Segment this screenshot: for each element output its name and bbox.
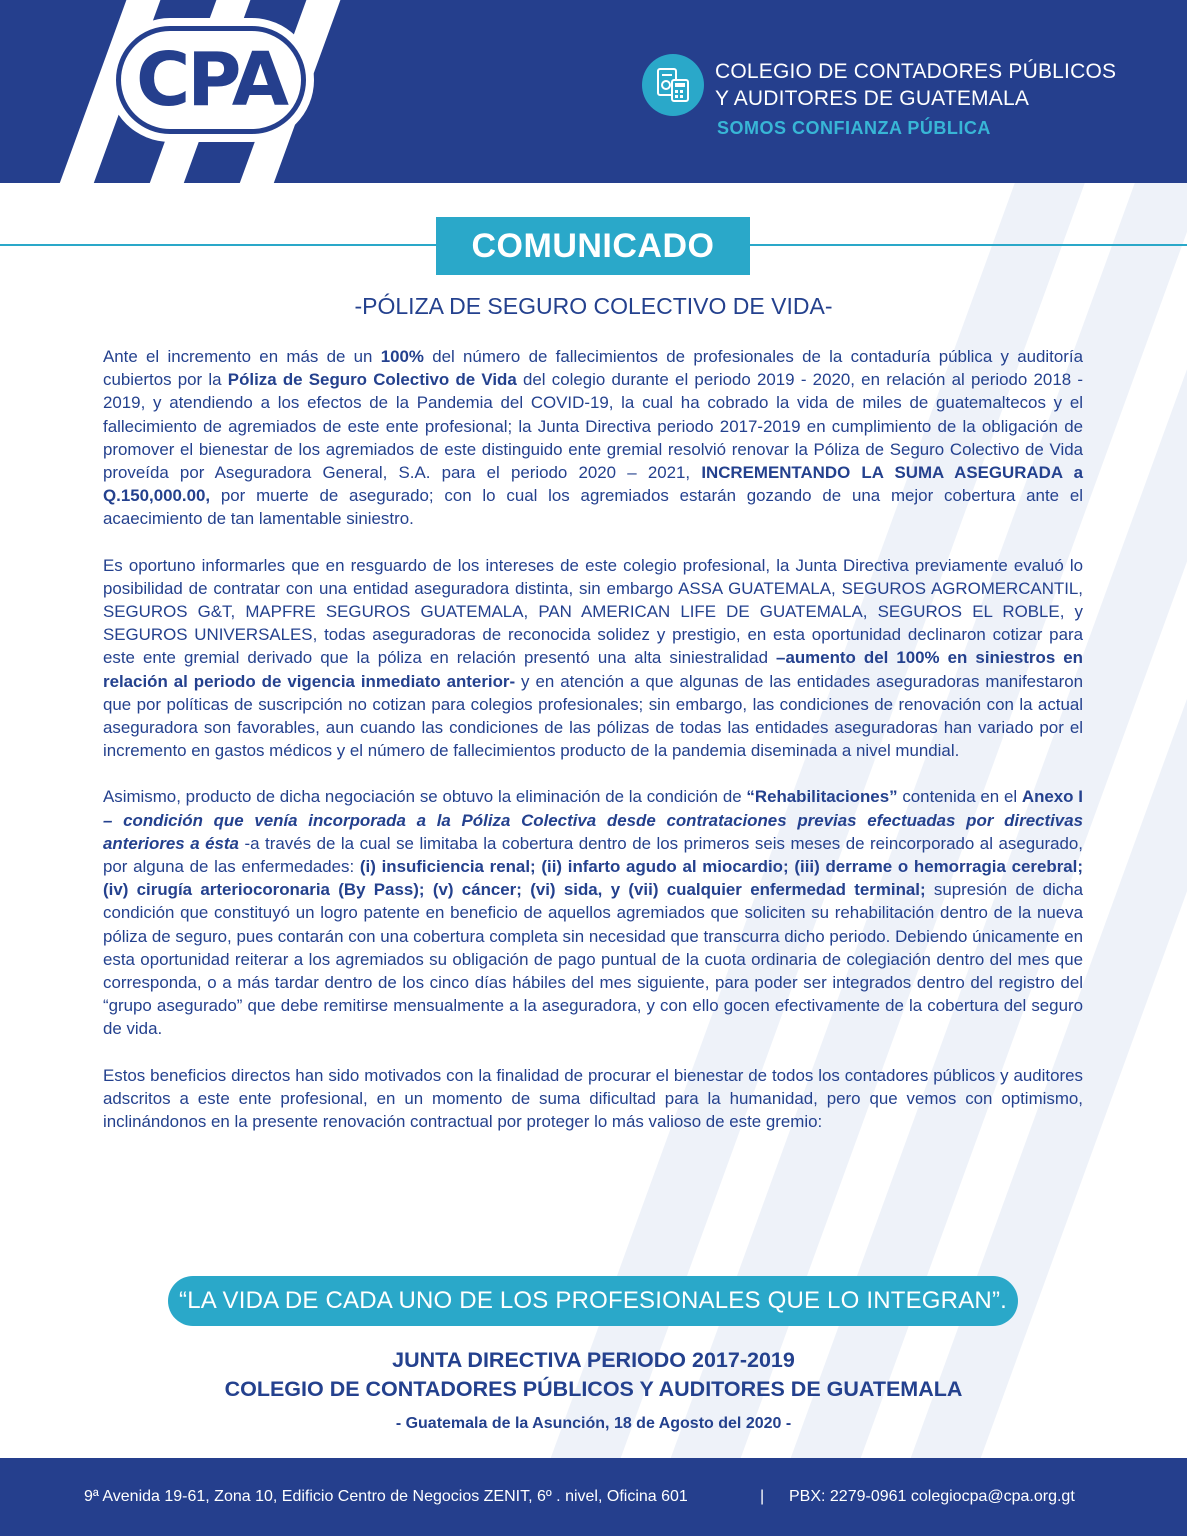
footer-bar (0, 1458, 1187, 1536)
logo-text: CPA (116, 26, 306, 134)
paragraph-3: Asimismo, producto de dicha negociación se obtuvo la eliminación de la condición de “Rehabilitaciones” contenida en el Anexo I – condición que venía incorporada a la Póliza Colectiva desde contrataciones previas efectuadas por directivas anteriores a ésta -a través de la cual se limitaba la cobertura dentro de los primeros seis meses de reincorporado al asegurado, por alguna de las enfermedades: (i) insuficiencia renal; (ii) infarto agudo al miocardio; (iii) derrame o hemorragia cerebral; (iv) cirugía arteriocoronaria (By Pass); (v) cáncer; (vi) sida, y (vii) cualquier enfermedad terminal; supresión de dicha condición que constituyó un logro patente en beneficio de aquellos agremiados que soliciten su rehabilitación dentro de la nueva póliza de seguro, pues contarán con una cobertura completa sin necesidad que transcurra dicho periodo. Debiendo únicamente en esta oportunidad reiterar a los agremiados su obligación de pago puntual de la cuota ordinaria de colegiación dentro del mes que corresponda, o a más tardar dentro de los cinco días hábiles del mes siguiente, para poder ser integrados dentro del registro del “grupo asegurado” que debe remitirse mensualmente a la aseguradora, y con ello gocen efectivamente de la cobertura del seguro de vida. (103, 787, 1083, 1039)
organization-name (715, 58, 1175, 112)
signature-place-date: - Guatemala de la Asunción, 18 de Agosto del 2020 - (395, 1415, 792, 1432)
signature-board: JUNTA DIRECTIVA PERIODO 2017-2019 (392, 1348, 795, 1372)
organization-name-line1: COLEGIO DE CONTADORES PÚBLICOS (715, 60, 1117, 83)
header-banner (0, 0, 1187, 183)
footer-address: 9ª Avenida 19-61, Zona 10, Edificio Centro de Negocios ZENIT, 6º . nivel, Oficina 601 (84, 1488, 688, 1505)
accounting-calculator-icon (642, 54, 704, 116)
page-title: COMUNICADO (436, 217, 750, 275)
organization-slogan: SOMOS CONFIANZA PÚBLICA (717, 118, 991, 138)
organization-name-line2: Y AUDITORES DE GUATEMALA (715, 87, 1030, 110)
footer-contact: PBX: 2279-0961 colegiocpa@cpa.org.gt (789, 1488, 1075, 1505)
page-subtitle: -PÓLIZA DE SEGURO COLECTIVO DE VIDA- (354, 293, 833, 319)
paragraph-1: Ante el incremento en más de un 100% del número de fallecimientos de profesionales de la contaduría pública y auditoría cubiertos por la Póliza de Seguro Colectivo de Vida del colegio durante el periodo 2019 - 2020, en relación al periodo 2018 - 2019, y atendiendo a los efectos de la Pandemia del COVID-19, la cual ha cobrado la vida de miles de guatemaltecos y el fallecimiento de agremiados de este ente profesional; la Junta Directiva periodo 2017-2019 en cumplimiento de la obligación de promover el bienestar de los agremiados de este distinguido ente gremial resolvió renovar la Póliza de Seguro Colectivo de Vida proveída por Aseguradora General, S.A. para el periodo 2020 – 2021, INCREMENTANDO LA SUMA ASEGURADA a Q.150,000.00, por muerte de asegurado; con lo cual los agremiados estarán gozando de una mejor cobertura ante el acaecimiento de tan lamentable siniestro. (103, 347, 1083, 529)
highlight-quote: “LA VIDA DE CADA UNO DE LOS PROFESIONALES QUE LO INTEGRAN”. (168, 1276, 1018, 1326)
footer-separator: | (760, 1488, 765, 1505)
signature-organization: COLEGIO DE CONTADORES PÚBLICOS Y AUDITORES DE GUATEMALA (224, 1377, 963, 1401)
paragraph-2: Es oportuno informarles que en resguardo de los intereses de este colegio profesional, la Junta Directiva previamente evaluó lo posibilidad de contratar con una entidad aseguradora distinta, sin embargo ASSA GUATEMALA, SEGUROS AGROMERCANTIL, SEGUROS G&T, MAPFRE SEGUROS GUATEMALA, PAN AMERICAN LIFE DE GUATEMALA, SEGUROS EL ROBLE, y SEGUROS UNIVERSALES, todas aseguradoras de reconocida solidez y prestigio, en esta oportunidad declinaron cotizar para este ente gremial derivado que la póliza en relación presentó una alta siniestralidad –aumento del 100% en siniestros en relación al periodo de vigencia inmediato anterior- y en atención a que algunas de las entidades aseguradoras manifestaron que por políticas de suscripción no cotizan para colegios profesionales; sin embargo, las condiciones de renovación con la actual aseguradora son favorables, aun cuando las condiciones de las pólizas de todas las entidades aseguradoras han variado por el incremento en gastos médicos y el número de fallecimientos producto de la pandemia diseminada a nivel mundial. (103, 555, 1084, 761)
body-text (103, 345, 1083, 1133)
cpa-logo (108, 18, 314, 142)
paragraph-4: Estos beneficios directos han sido motivados con la finalidad de procurar el bienestar de todos los contadores públicos y auditores adscritos a este ente profesional, en un momento de suma dificultad para la humanidad, pero que vemos con optimismo, inclinándonos en la presente renovación contractual por proteger lo más valioso de este gremio: (103, 1065, 1083, 1132)
